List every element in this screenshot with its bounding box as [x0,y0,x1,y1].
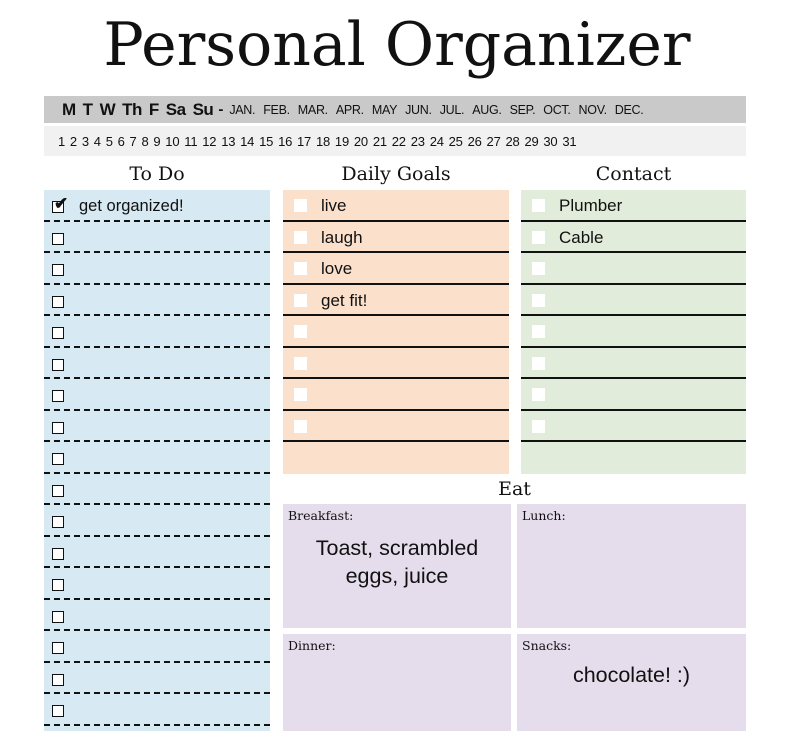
date-number[interactable]: 14 [240,133,255,149]
goals-row [283,316,509,348]
todo-row [44,505,270,537]
todo-row [44,379,270,411]
todo-row [44,694,270,726]
date-number[interactable]: 30 [543,133,558,149]
contact-checkbox[interactable] [532,357,545,370]
lunch-label: Lunch: [522,508,566,523]
date-number[interactable]: 1 [58,133,66,149]
weekday-w[interactable]: W [99,99,116,119]
weekday-sa[interactable]: Sa [165,99,186,119]
contact-checkbox[interactable] [532,262,545,275]
date-number[interactable]: 25 [448,133,463,149]
goals-item-text[interactable]: live [321,196,347,215]
weekday-month-bar [44,96,746,123]
date-number[interactable]: 10 [165,133,180,149]
date-number[interactable]: 17 [297,133,312,149]
todo-row [44,222,270,254]
month-item[interactable]: NOV. [578,102,607,117]
date-number[interactable]: 20 [353,133,368,149]
date-number[interactable]: 13 [221,133,236,149]
goals-checkbox[interactable] [294,357,307,370]
todo-list [44,190,270,731]
todo-checkbox[interactable] [52,264,64,276]
month-item[interactable]: FEB. [263,102,290,117]
weekday-th[interactable]: Th [122,99,142,119]
goals-row [283,253,509,285]
date-number[interactable]: 4 [93,133,101,149]
todo-heading: To Do [129,163,185,185]
goals-row [283,190,509,222]
todo-row [44,600,270,632]
todo-checkbox[interactable] [52,674,64,686]
month-item[interactable]: MAY [371,102,398,117]
date-number[interactable]: 31 [562,133,577,149]
todo-checkbox[interactable] [52,359,64,371]
todo-checkbox[interactable] [52,233,64,245]
goals-checkbox[interactable] [294,325,307,338]
goals-row [283,285,509,317]
date-number[interactable]: 15 [259,133,274,149]
todo-checkbox[interactable] [52,516,64,528]
todo-checkbox[interactable] [52,296,64,308]
todo-row [44,285,270,317]
goals-item-text[interactable]: laugh [321,227,363,247]
weekday-su[interactable]: Su [192,99,214,119]
date-number[interactable]: 22 [391,133,406,149]
contact-row [521,411,746,443]
snacks-text: chocolate! :) [572,663,691,687]
contact-checkbox[interactable] [532,325,545,338]
todo-checkbox[interactable] [52,705,64,717]
month-item[interactable]: SEP. [509,102,536,117]
goals-row [283,379,509,411]
goals-row [283,348,509,380]
todo-checkbox[interactable] [52,642,64,654]
date-number[interactable]: 2 [69,133,77,149]
contact-row [521,222,746,254]
date-number[interactable]: 18 [315,133,331,149]
todo-row [44,663,270,695]
contact-item-text[interactable]: Plumber [559,196,623,215]
todo-checkbox[interactable] [52,453,64,465]
todo-checkbox[interactable] [52,327,64,339]
contact-row [521,348,746,380]
eat-heading: Eat [498,478,531,500]
month-list [229,103,643,117]
todo-row [44,190,270,222]
month-item[interactable]: JUN. [405,102,432,117]
contact-list [521,190,746,474]
todo-checkbox[interactable] [52,194,69,213]
weekday-list [44,100,213,120]
goals-item-text[interactable]: get fit! [321,290,368,310]
todo-checkbox[interactable] [52,390,64,402]
date-number[interactable]: 5 [105,133,113,149]
todo-row [44,316,270,348]
todo-row [44,348,270,380]
goals-row [283,222,509,254]
goals-heading: Daily Goals [341,163,451,185]
todo-row [44,568,270,600]
page-title: Personal Organizer [103,10,691,80]
contact-item-text[interactable]: Cable [559,227,604,247]
date-number[interactable]: 19 [334,133,349,149]
contact-checkbox[interactable] [532,420,545,433]
todo-checkbox[interactable] [52,579,64,591]
todo-row [44,442,270,474]
month-item[interactable]: JUL. [439,102,465,117]
todo-checkbox[interactable] [52,422,64,434]
todo-row [44,474,270,506]
month-item[interactable]: AUG. [472,102,502,117]
date-number[interactable]: 28 [505,133,520,149]
breakfast-box[interactable] [283,504,511,628]
date-number[interactable]: 29 [524,133,539,149]
snacks-box[interactable] [517,634,746,731]
contact-checkbox[interactable] [532,199,545,212]
date-number[interactable]: 3 [81,133,89,149]
goals-item-text[interactable]: love [321,259,353,278]
breakfast-label: Breakfast: [288,508,354,523]
weekday-t[interactable]: T [82,99,93,119]
todo-checkbox[interactable] [52,548,64,560]
contact-row [521,190,746,222]
month-item[interactable]: JAN. [229,102,256,117]
date-number[interactable]: 16 [278,133,293,149]
goals-checkbox[interactable] [294,262,307,275]
date-number[interactable]: 21 [372,133,387,149]
todo-row [44,411,270,443]
contact-row [521,316,746,348]
contact-row [521,379,746,411]
contact-heading: Contact [595,163,672,185]
todo-checkbox[interactable] [52,485,64,497]
date-number[interactable]: 24 [429,133,444,149]
days-separator: - [218,101,224,118]
snacks-label: Snacks: [522,638,572,653]
goals-checkbox[interactable] [294,420,307,433]
lunch-box[interactable] [517,504,746,628]
goals-checkbox[interactable] [294,294,307,307]
todo-row [44,537,270,569]
date-number[interactable]: 27 [486,133,501,149]
dinner-box[interactable] [283,634,511,731]
month-item[interactable]: DEC. [614,102,644,117]
todo-item-text[interactable]: get organized! [79,197,184,215]
contact-row [521,253,746,285]
goals-row [283,411,509,443]
goals-checkbox[interactable] [294,231,307,244]
goals-checkbox[interactable] [294,388,307,401]
date-number[interactable]: 9 [153,133,161,149]
weekday-m[interactable]: M [62,99,76,119]
weekday-f[interactable]: F [148,99,159,119]
date-number[interactable]: 8 [141,133,149,149]
contact-row [521,285,746,317]
check-mark-icon: ✔ [54,194,69,213]
date-number[interactable]: 6 [117,133,125,149]
date-number[interactable]: 12 [202,133,217,149]
contact-checkbox[interactable] [532,231,545,244]
date-number-bar [44,126,746,156]
date-number[interactable]: 11 [184,133,198,149]
contact-checkbox[interactable] [532,388,545,401]
date-number[interactable]: 7 [129,133,137,149]
date-number[interactable]: 26 [467,133,482,149]
todo-row [44,631,270,663]
todo-row [44,253,270,285]
month-item[interactable]: OCT. [543,102,571,117]
goals-checkbox[interactable] [294,199,307,212]
date-number[interactable]: 23 [410,133,425,149]
contact-checkbox[interactable] [532,294,545,307]
todo-checkbox[interactable] [52,611,64,623]
daily-goals-list [283,190,509,474]
month-item[interactable]: APR. [335,102,364,117]
breakfast-text: Toast, scrambled eggs, juice [315,536,479,588]
dinner-label: Dinner: [288,638,336,653]
month-item[interactable]: MAR. [297,102,328,117]
